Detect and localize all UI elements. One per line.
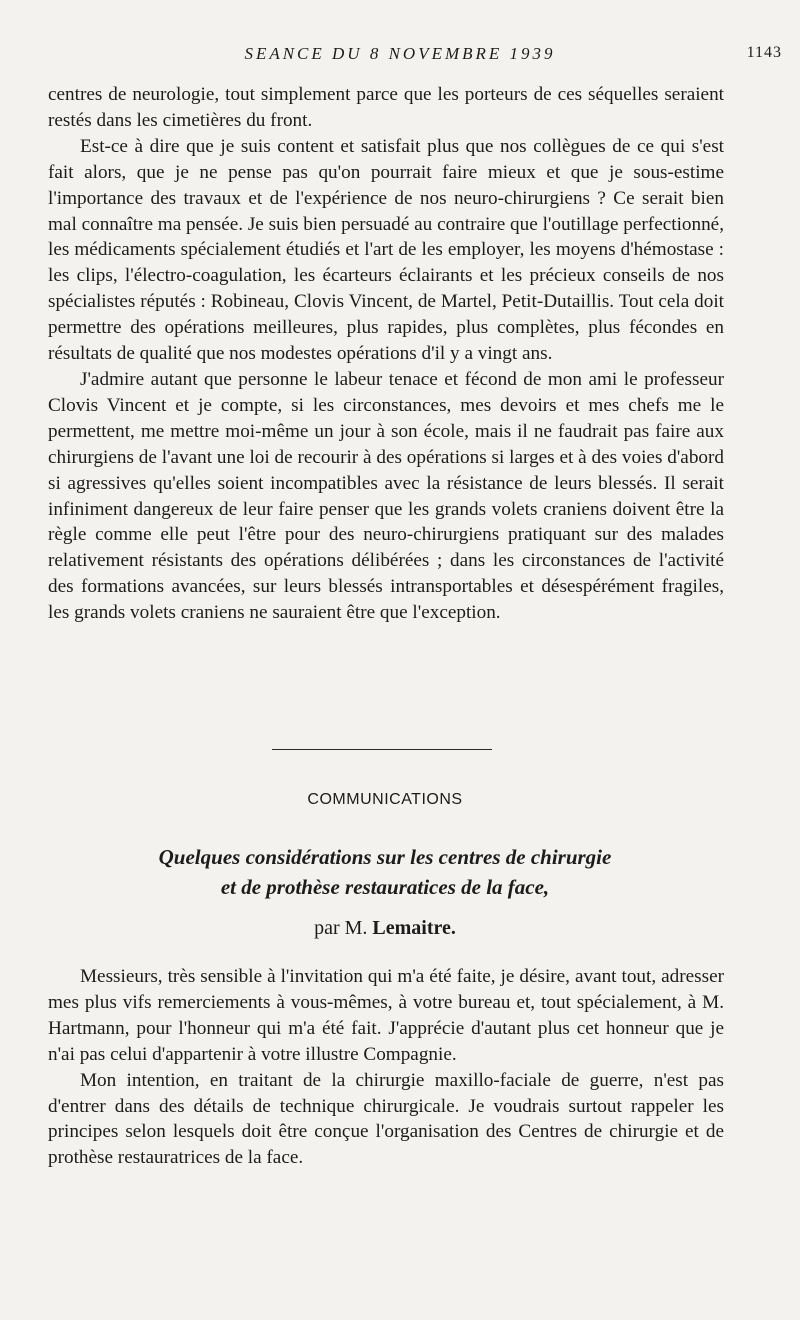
paragraph: Messieurs, très sensible à l'invitation qui m'a été faite, je désire, avant tout, adresser mes plus vifs remerciements à vous-mêmes, à votre bureau et, tout spécialement, à M. Hartmann, pour l'honneur qui m'a été fait. J'apprécie d'autant plus cet honneur que je n'ai pas celui d'appartenir à votre illustre Compagnie.: [48, 966, 724, 1065]
paragraph: Mon intention, en traitant de la chirurgie maxillo-faciale de guerre, n'est pas d'entrer dans des détails de technique chirurgicale. Je voudrais surtout rappeler les principes selon lesquels doit être conçue l'organisation des Centres de chirurgie et de prothèse restauratrices de la face.: [48, 1069, 724, 1169]
article-title: [0, 842, 770, 902]
article-title-line: Quelques considérations sur les centres de chirurgie: [158, 845, 612, 869]
author-name: Lemaitre.: [372, 917, 456, 939]
author-prefix: par M.: [314, 917, 368, 939]
article-title-line: et de prothèse restauratices de la face,: [220, 875, 550, 899]
section-heading: COMMUNICATIONS: [307, 791, 463, 808]
paragraph: Est-ce à dire que je suis content et satisfait plus que nos collègues de ce qui s'est fait alors, que je ne pense pas qu'on pourrait faire mieux et que je sous-estime l'importance des travaux et de l'expérience de nos neuro-chirurgiens ? Ce serait bien mal connaître ma pensée. Je suis bien persuadé au contraire que l'outillage perfectionné, les médicaments spécialement étudiés et l'art de les employer, les moyens d'hémostase : les clips, l'électro-coagulation, les écarteurs éclairants et les précieux conseils de nos spécialistes réputés : Robineau, Clovis Vincent, de Martel, Petit-Dutaillis. Tout cela doit permettre des opérations meilleures, plus rapides, plus complètes, plus fécondes en résultats de qualité que nos modestes opérations d'il y a vingt ans.: [48, 135, 724, 365]
paragraph: J'admire autant que personne le labeur tenace et fécond de mon ami le professeur Clovis Vincent et je compte, si les circonstances, mes devoirs et mes chefs me le permettent, me mettre moi-même un jour à son école, mais il ne faudrait pas faire aux chirurgiens de l'avant une loi de recourir à des opérations si larges et à des voies d'abord si agressives qu'elles soient incompatibles avec la résistance de leurs blessés. Il serait infiniment dangereux de leur faire penser que les grands volets craniens doivent être la règle comme elle peut l'être pour des neuro-chirurgiens pratiquant sur des malades relativement résistants des opérations délibérées ; dans les circonstances de l'activité des formations avancées, sur leurs blessés intransportables et désespérément fragiles, les grands volets craniens ne sauraient être que l'exception.: [48, 368, 724, 624]
body-text-bottom: [48, 964, 724, 1171]
page-number: 1143: [746, 44, 782, 61]
section-divider: [272, 749, 492, 750]
running-title: SEANCE DU 8 NOVEMBRE 1939: [244, 44, 556, 63]
article-author: [0, 917, 770, 940]
body-text-top: [48, 82, 724, 626]
paragraph: centres de neurologie, tout simplement parce que les porteurs de ces séquelles seraient restés dans les cimetières du front.: [48, 84, 724, 131]
